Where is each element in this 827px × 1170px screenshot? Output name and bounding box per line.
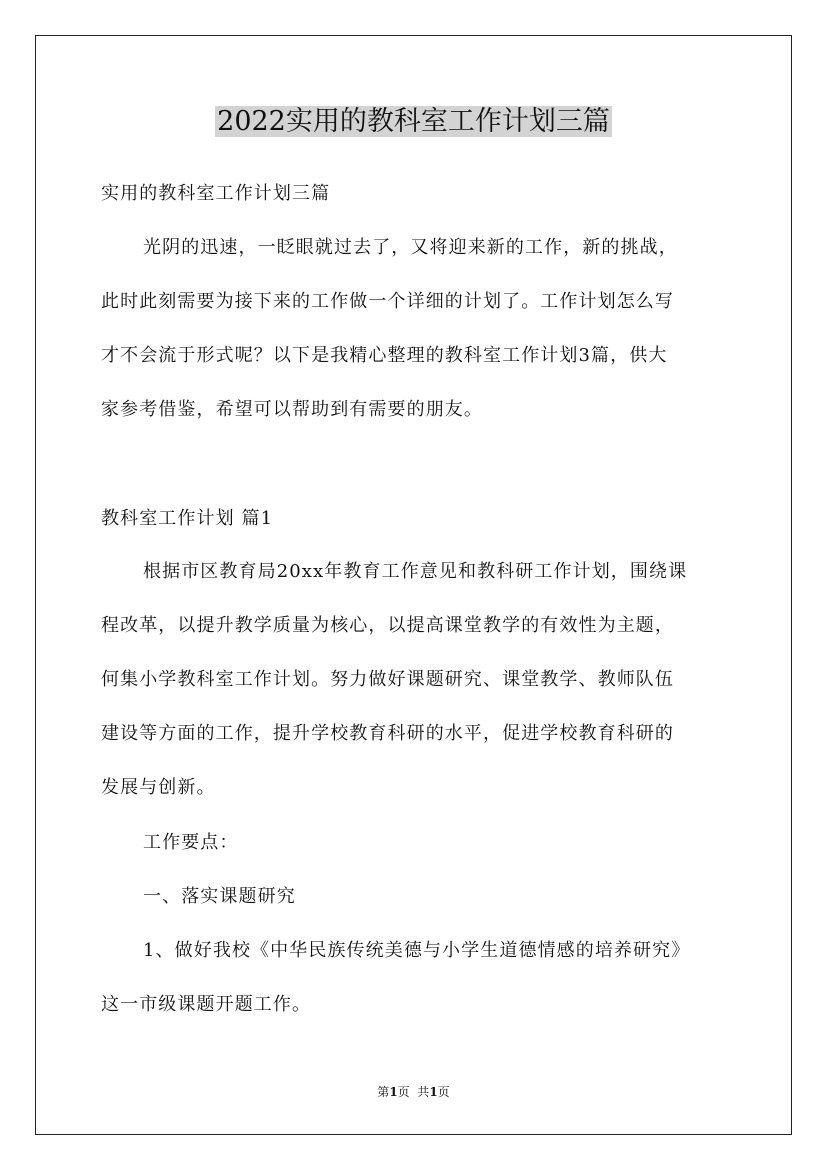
intro-line-2: 此时此刻需要为接下来的工作做一个详细的计划了。工作计划怎么写 [101,291,674,312]
section-para-line-5: 发展与创新。 [101,777,216,798]
subtitle: 实用的教科室工作计划三篇 [101,183,331,204]
document-title [0,100,827,144]
section-para-line-3: 何集小学教科室工作计划。努力做好课题研究、课堂教学、教师队伍 [101,669,674,690]
point-one-heading: 一、落实课题研究 [143,886,296,907]
work-points-heading: 工作要点： [143,832,239,853]
intro-line-3: 才不会流于形式呢？以下是我精心整理的教科室工作计划3篇，供大 [101,345,668,366]
page-footer [0,1083,827,1101]
section-para-line-4: 建设等方面的工作，提升学校教育科研的水平，促进学校教育科研的 [101,723,674,744]
section-para-line-1: 根据市区教育局20xx年教育工作意见和教科研工作计划，围绕课 [143,561,688,582]
footer-page-number: 1 [389,1085,398,1099]
section-heading: 教科室工作计划 篇1 [101,508,274,529]
intro-line-1: 光阴的迅速，一眨眼就过去了，又将迎来新的工作，新的挑战， [143,237,678,258]
intro-line-4: 家参考借鉴，希望可以帮助到有需要的朋友。 [101,399,483,420]
footer-suffix: 页 [437,1085,450,1099]
item-one-line-2: 这一市级课题开题工作。 [101,994,312,1015]
footer-prefix: 第 [377,1085,390,1099]
footer-page-total: 1 [429,1085,438,1099]
section-para-line-2: 程改革，以提升教学质量为核心，以提高课堂教学的有效性为主题， [101,615,674,636]
item-one-line-1: 1、做好我校《中华民族传统美德与小学生道德情感的培养研究》 [143,940,691,961]
footer-mid: 页 共 [397,1085,430,1099]
document-title-text: 2022实用的教科室工作计划三篇 [217,106,610,137]
